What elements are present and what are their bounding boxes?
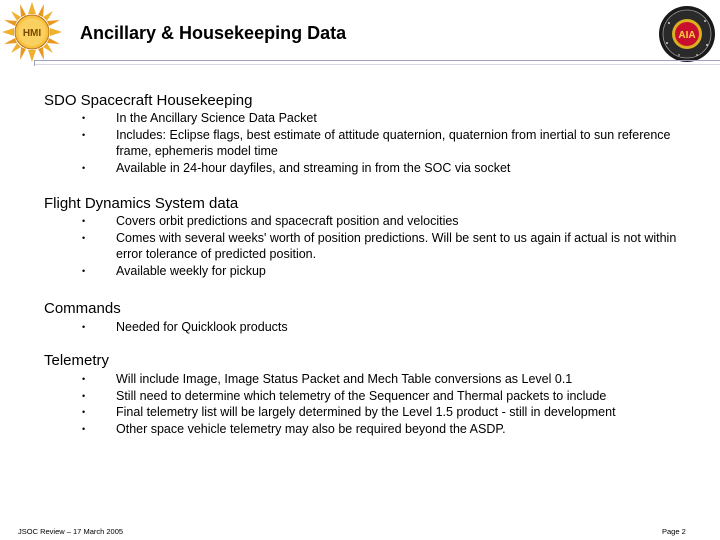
aia-logo-text: AIA <box>678 30 696 41</box>
list-item-text: Comes with several weeks' worth of position predictions. Will be sent to us again if actual is not within error tolerance of predicted position. <box>116 230 677 261</box>
bullet-icon: • <box>82 265 86 276</box>
list-item <box>0 230 686 263</box>
list-item <box>0 421 686 438</box>
list-item-text: Needed for Quicklook products <box>116 320 288 334</box>
section-heading-telemetry: Telemetry <box>44 352 110 369</box>
bullet-icon: • <box>82 162 86 173</box>
list-item-text: Includes: Eclipse flags, best estimate of attitude quaternion, quaternion from inertial to sun reference frame, ephemeris model time <box>116 127 671 158</box>
section-heading-flight-dynamics: Flight Dynamics System data <box>44 195 239 212</box>
list-item <box>0 404 686 421</box>
list-item <box>0 110 686 127</box>
list-item-text: Available weekly for pickup <box>116 263 266 278</box>
footer-review-date: JSOC Review – 17 March 2005 <box>18 527 124 536</box>
list-item-text: Final telemetry list will be largely determined by the Level 1.5 product - still in development <box>116 405 616 419</box>
list-item <box>0 388 686 405</box>
section-heading-commands: Commands <box>44 300 121 317</box>
list-item-text: Still need to determine which telemetry of the Sequencer and Thermal packets to include <box>116 388 607 403</box>
aia-logo <box>657 5 717 63</box>
section-heading-sdo-housekeeping: SDO Spacecraft Housekeeping <box>44 92 253 109</box>
slide-title: Ancillary & Housekeeping Data <box>80 23 347 43</box>
list-item <box>0 371 686 388</box>
section-list-flight-dynamics <box>0 213 720 279</box>
hmi-logo <box>2 2 62 62</box>
section-list-sdo-housekeeping <box>0 110 720 176</box>
list-item-text: Will include Image, Image Status Packet and Mech Table conversions as Level 0.1 <box>116 372 573 386</box>
title-divider-tick <box>34 60 35 66</box>
bullet-icon: • <box>82 322 86 332</box>
hmi-logo-text: HMI <box>22 28 42 39</box>
bullet-icon: • <box>82 423 86 434</box>
title-divider <box>34 60 720 61</box>
title-divider-shadow <box>34 64 720 65</box>
bullet-icon: • <box>82 216 86 226</box>
list-item-text: Covers orbit predictions and spacecraft position and velocities <box>116 214 459 228</box>
bullet-icon: • <box>82 129 86 140</box>
bullet-icon: • <box>82 374 86 384</box>
list-item <box>0 263 686 280</box>
list-item <box>0 213 686 230</box>
list-item-text: Available in 24-hour dayfiles, and streaming in from the SOC via socket <box>116 160 511 175</box>
bullet-icon: • <box>82 113 86 123</box>
section-list-commands <box>0 319 720 336</box>
list-item-text: In the Ancillary Science Data Packet <box>116 111 317 125</box>
bullet-icon: • <box>82 407 86 417</box>
footer-page-number: Page 2 <box>662 527 686 536</box>
list-item <box>0 319 686 336</box>
section-list-telemetry <box>0 371 720 437</box>
bullet-icon: • <box>82 232 86 243</box>
list-item <box>0 160 686 177</box>
bullet-icon: • <box>82 390 86 401</box>
list-item <box>0 127 686 160</box>
list-item-text: Other space vehicle telemetry may also be required beyond the ASDP. <box>116 421 506 436</box>
